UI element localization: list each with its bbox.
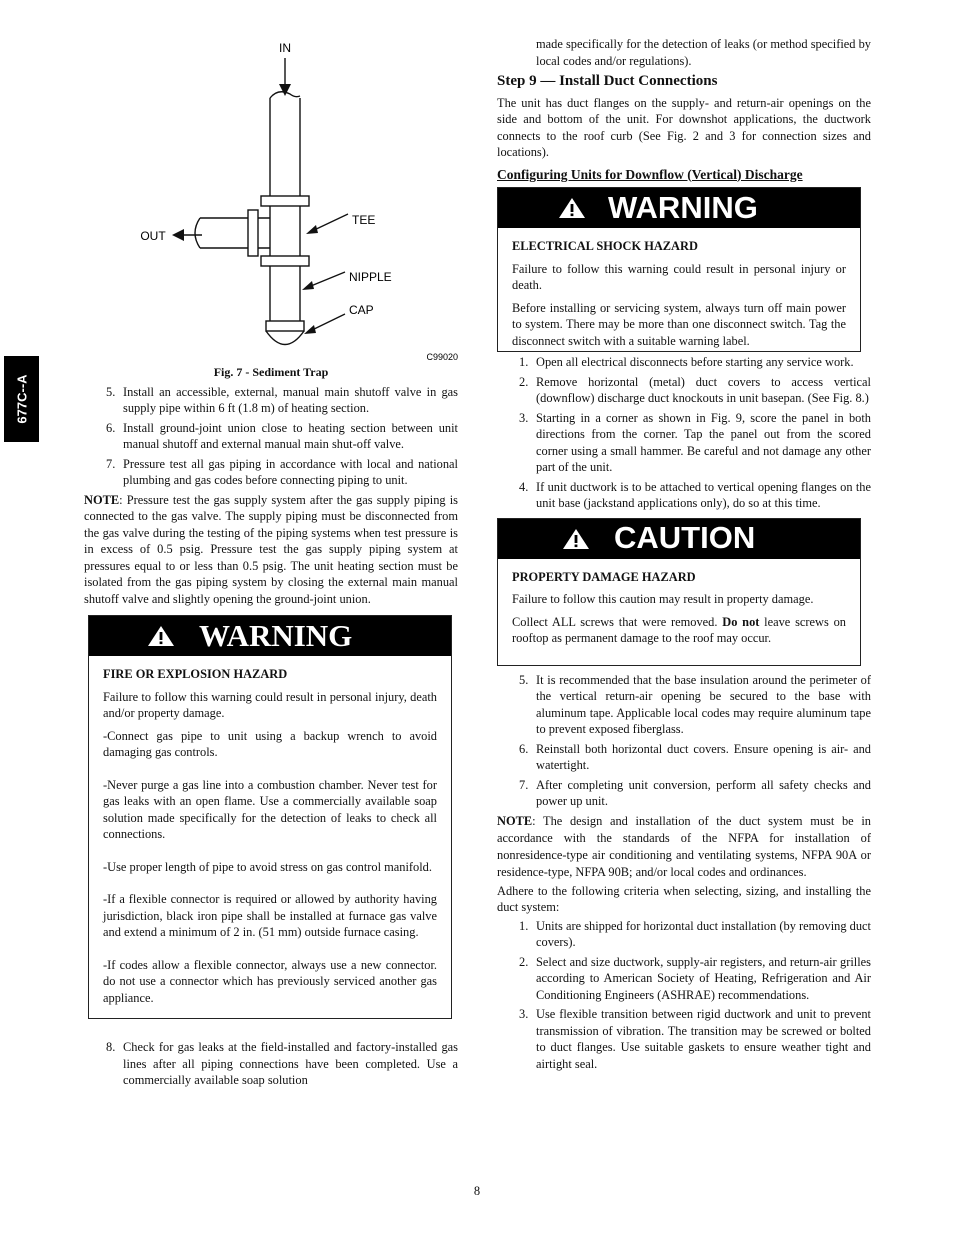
- left-note: NOTE: Pressure test the gas supply system after the gas supply piping is connected to the gas valve. The supply piping must be disconnected from the gas valve during the testing of the piping systems when test pressure is in excess of 0.5 psig. Pressure test the gas supply piping system at pressures equal to or less than 0.5 psig. The unit heating section must be isolated from the gas piping system by closing the external main manual shutoff valve and slightly opening the ground-joint union.: [84, 492, 458, 606]
- cap-arrow-icon: [304, 325, 316, 334]
- hazard-title: PROPERTY DAMAGE HAZARD: [512, 569, 696, 584]
- list-item: 4. If unit ductwork is to be attached to vertical opening flanges on the unit base (jackstand applications only), do so at this time.: [519, 479, 871, 510]
- list-item: 3. Starting in a corner as shown in Fig. 9, score the panel in both directions from the corner. Tap the panel out from the scored corner using a small hammer. Be careful and not damage any other part of the unit.: [519, 410, 871, 474]
- right-list-1: [497, 354, 871, 512]
- warning-header: [498, 188, 860, 228]
- electrical-warning-box: [497, 187, 861, 352]
- list-item: 2. Select and size ductwork, supply-air registers, and return-air grilles according to American Society of Heating, Refrigeration and Air Conditioning Engineers (ASHRAE) recommendations.: [519, 954, 871, 1002]
- caution-box: [497, 518, 861, 666]
- warning-triangle-icon: [558, 197, 586, 219]
- page-number: 8: [473, 1184, 481, 1198]
- sediment-trap-diagram: [120, 36, 465, 366]
- list-item: 3. Use flexible transition between rigid ductwork and unit to prevent transmission of vibration. The transition may be screwed or bolted to duct flanges. Use suitable gaskets to ensure weather tight and airtight seal.: [519, 1007, 871, 1071]
- list-item: 6. Reinstall both horizontal duct covers. Ensure opening is air- and watertight.: [519, 741, 871, 772]
- fire-warning-box: [88, 615, 452, 1019]
- list-item: 6. Install ground-joint union close to heating section between unit manual shutoff and external manual main shut-off valve.: [106, 420, 458, 451]
- sediment-trap-figure: [120, 36, 465, 371]
- sub-heading: Configuring Units for Downflow (Vertical) Discharge: [497, 166, 803, 182]
- warning-triangle-icon: [147, 625, 175, 647]
- tee-arrow-icon: [306, 225, 318, 234]
- nipple-arrow-icon: [302, 281, 314, 290]
- adhere-text: Adhere to the following criteria when selecting, sizing, and installing the duct system:: [497, 883, 871, 914]
- list-item: 7. Pressure test all gas piping in accordance with local and national plumbing and gas codes before connecting piping to unit.: [106, 456, 458, 487]
- label-nipple: NIPPLE: [349, 270, 392, 284]
- hazard-title: ELECTRICAL SHOCK HAZARD: [512, 239, 698, 253]
- left-list-2: [84, 1039, 458, 1089]
- caution-body: PROPERTY DAMAGE HAZARD Failure to follow this caution may result in property damage. Collect ALL screws that were removed. Do not leave screws on rooftop as permanent damage to the roof may occur.: [512, 569, 846, 645]
- list-item: 5. Install an accessible, external, manual main shutoff valve in gas supply pipe within 6 ft (1.8 m) of heating section.: [106, 384, 458, 415]
- step-text: The unit has duct flanges on the supply- and return-air openings on the side and bottom of the unit. For downshot applications, the ductwork connects to the roof curb (See Fig. 2 and 3 for connection sizes and locations).: [497, 95, 871, 159]
- label-tee: TEE: [352, 213, 376, 227]
- label-cap: CAP: [349, 303, 374, 317]
- figure-caption: Fig. 7 - Sediment Trap: [213, 365, 329, 379]
- warning-header: [89, 616, 451, 656]
- hazard-title: FIRE OR EXPLOSION HAZARD: [103, 667, 288, 681]
- caution-title: CAUTION: [614, 520, 756, 556]
- warning-body: ELECTRICAL SHOCK HAZARD Failure to follow this warning could result in personal injury or death. Before installing or servicing system, always turn off main power to system. There may be more than one disconnect switch. Tag the disconnect switch with a suitable warning label.: [512, 239, 846, 348]
- label-in: IN: [279, 41, 291, 55]
- warning-triangle-icon: [562, 528, 590, 550]
- side-tab: [4, 356, 39, 442]
- caution-header: [498, 519, 860, 559]
- list-item: 1. Units are shipped for horizontal duct installation (by removing duct covers).: [519, 918, 871, 949]
- right-list-2: [497, 672, 871, 810]
- right-column: [497, 36, 871, 1075]
- left-column: [84, 364, 458, 1092]
- list-item: 1. Open all electrical disconnects before starting any service work.: [519, 355, 854, 369]
- right-note: NOTE: The design and installation of the duct system must be in accordance with the standards of the NFPA for installation of nonresidence-type air conditioning and ventilating systems, NFPA 90A or residence-type, NFPA 90B; and/or local codes and ordinances.: [497, 813, 871, 879]
- right-list-3: [497, 918, 871, 1073]
- warning-body: FIRE OR EXPLOSION HAZARD Failure to follow this warning could result in personal injury, death and/or property damage. -Connect gas pipe to unit using a backup wrench to avoid damaging gas controls. -Never purge a gas line into a combustion chamber. Never test for gas leaks with an open flame. Use a commercially available soap solution made specifically for the detection of leaks to check all connections. -Use proper length of pipe to avoid stress on gas control manifold. -If a flexible connector is required or allowed by authority having jurisdiction, black iron pipe shall be installed at furnace gas valve and extend a minimum of 2 in. (51 mm) outside furnace casing. -If codes allow a flexible connector, always use a new connector. do not use a connector which has previously serviced another gas appliance.: [103, 667, 437, 1005]
- side-tab-label: 677C--A: [14, 374, 29, 424]
- left-list: [84, 384, 458, 489]
- arrow-left-icon: [172, 229, 184, 241]
- step-heading: Step 9 — Install Duct Connections: [497, 73, 718, 89]
- list-item: 8. Check for gas leaks at the field-installed and factory-installed gas lines after all piping connections have been completed. Use a commercially available soap solution: [106, 1040, 458, 1087]
- list-item: 2. Remove horizontal (metal) duct covers to access vertical (downflow) discharge duct knockouts in unit basepan. (See Fig. 8.): [519, 374, 871, 405]
- label-out: OUT: [140, 229, 166, 243]
- list-item: 5. It is recommended that the base insulation around the perimeter of the vertical return-air opening be secured to the base with aluminum tape. Applicable local codes may require aluminum tape to prevent exposed fiberglass.: [519, 672, 871, 736]
- warning-title: WARNING: [199, 617, 353, 653]
- warning-title: WARNING: [608, 189, 758, 225]
- list-item: 7. After completing unit conversion, perform all safety checks and power up unit.: [519, 777, 871, 808]
- figure-code: C99020: [426, 352, 458, 362]
- continued-text: made specifically for the detection of leaks (or method specified by local codes and/or regulations).: [536, 37, 871, 68]
